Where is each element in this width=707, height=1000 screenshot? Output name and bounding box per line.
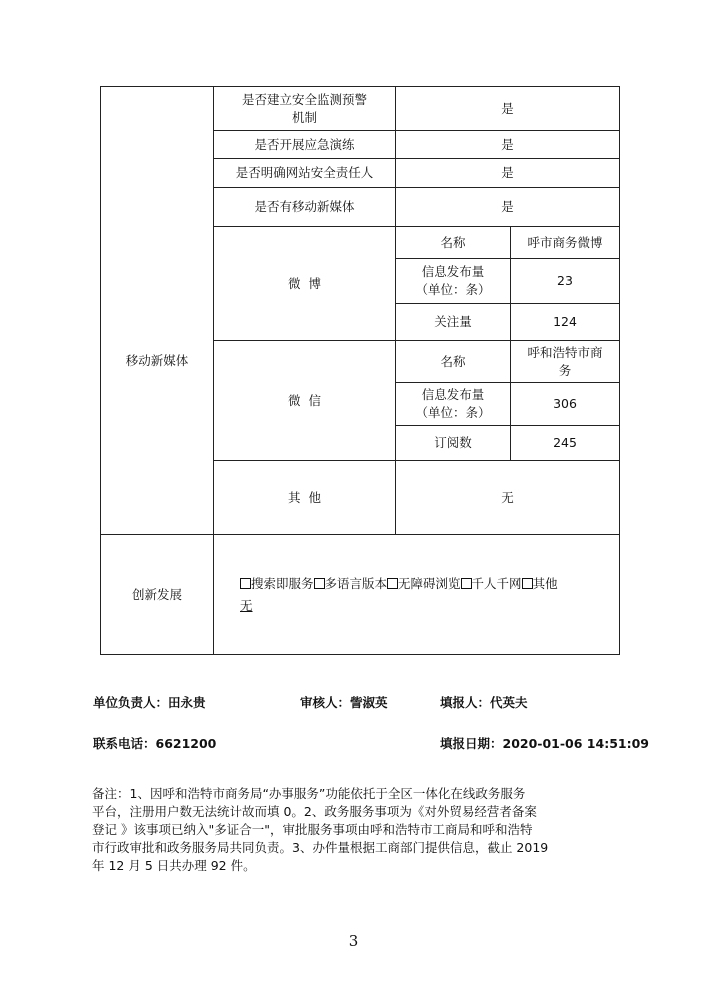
checkbox[interactable] — [522, 578, 533, 589]
weibo-posts-value: 23 — [557, 273, 573, 288]
contact-phone: 联系电话：6621200 — [93, 736, 217, 751]
option-label: 千人千网 — [471, 576, 522, 591]
mobile-section-label: 移动新媒体 — [125, 353, 189, 368]
checkbox[interactable] — [387, 578, 398, 589]
owner-label: 是否明确网站安全责任人 — [235, 165, 374, 180]
other-innovation-value: 无 — [240, 598, 253, 613]
reviewer: 审核人：訾淑英 — [300, 695, 388, 710]
drill-label: 是否开展应急演练 — [254, 136, 355, 152]
fill-date: 填报日期：2020-01-06 14:51:09 — [440, 736, 649, 751]
checkbox[interactable] — [240, 578, 251, 589]
weibo-follow-label: 关注量 — [434, 314, 472, 329]
remark-line: 市行政审批和政务服务局共同负责。3、办件量根据工商部门提供信息，截止 2019 — [92, 840, 549, 855]
grid-line — [100, 654, 620, 655]
other-value: 无 — [501, 489, 514, 505]
other-label: 其 他 — [288, 489, 321, 505]
weixin-subs-label: 订阅数 — [434, 435, 472, 450]
weixin-name-label: 名称 — [440, 353, 466, 369]
weixin-subs-value: 245 — [553, 435, 577, 450]
grid-line — [619, 86, 620, 655]
weibo-name-value: 呼市商务微博 — [527, 234, 603, 250]
weixin-posts-value: 306 — [553, 396, 577, 411]
page-number: 3 — [348, 932, 359, 950]
weibo-posts-label: 信息发布量（单位：条） — [415, 264, 491, 297]
weixin-label: 微 信 — [288, 392, 321, 408]
remark-line: 备注：1、因呼和浩特市商务局“办事服务”功能依托于全区一体化在线政务服务 — [92, 786, 526, 801]
innovation-options — [240, 573, 625, 617]
weibo-name-label: 名称 — [440, 234, 466, 250]
weixin-posts-label: 信息发布量（单位：条） — [415, 387, 491, 420]
option-label: 其他 — [532, 576, 558, 591]
checkbox[interactable] — [314, 578, 325, 589]
weibo-label: 微 博 — [288, 275, 321, 291]
media-label: 是否有移动新媒体 — [254, 199, 355, 214]
responsible-person: 单位负责人：田永贵 — [93, 695, 206, 710]
remark-line: 年 12 月 5 日共办理 92 件。 — [92, 858, 256, 873]
remark-line: 平台，注册用户数无法统计故而填 0。2、政务服务事项为《对外贸易经营者备案 — [92, 804, 537, 819]
option-label: 多语言版本 — [324, 576, 388, 591]
option-label: 无障碍浏览 — [398, 576, 461, 591]
filler: 填报人：代英夫 — [440, 695, 528, 710]
innovation-label: 创新发展 — [131, 586, 182, 602]
monitor-value: 是 — [501, 100, 514, 116]
checkbox[interactable] — [461, 578, 472, 589]
monitor-label: 是否建立安全监测预警机制 — [241, 91, 367, 125]
drill-value: 是 — [501, 136, 514, 152]
owner-value: 是 — [501, 165, 514, 180]
media-value: 是 — [501, 199, 514, 214]
weixin-name-value: 呼和浩特市商务 — [527, 344, 603, 378]
option-label: 搜索即服务 — [251, 576, 314, 591]
remarks — [92, 785, 622, 875]
weibo-follow-value: 124 — [553, 314, 577, 329]
remark-line: 登记 》该事项已纳入"多证合一"，审批服务事项由呼和浩特市工商局和呼和浩特 — [92, 822, 533, 837]
